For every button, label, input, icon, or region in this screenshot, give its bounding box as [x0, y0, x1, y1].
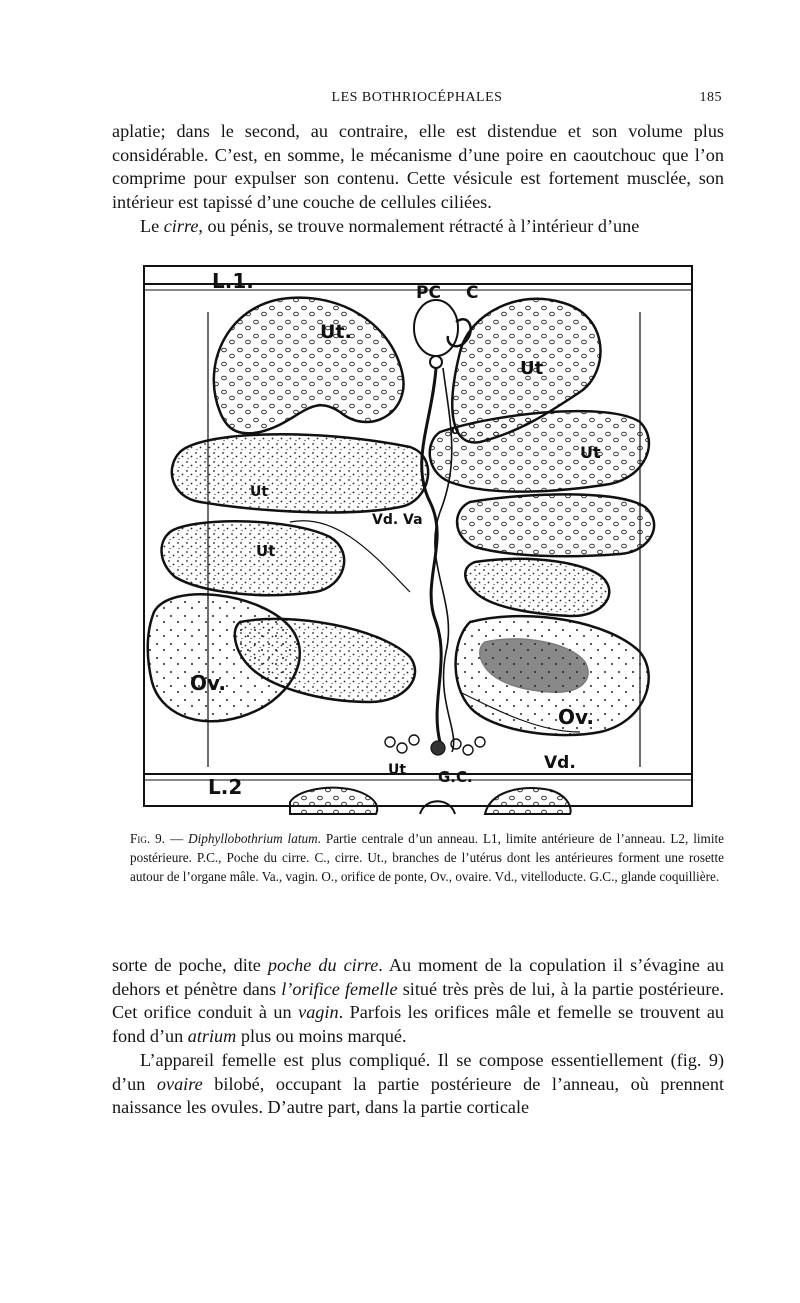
text-run: L’appareil femelle est plus compliqué. Il se compose essentiellement (fig. 9) d’un — [112, 1049, 724, 1094]
italic-term: cirre — [163, 215, 199, 236]
body-text-bottom — [112, 954, 724, 1120]
italic-term: ovaire — [156, 1073, 203, 1094]
species-name: Diphyllobothrium latum — [188, 831, 318, 846]
label-ut-right: Ut — [580, 443, 601, 462]
text-run: situé très près de lui, à la partie postérieure. Cet orifice conduit à un — [112, 978, 724, 1023]
running-header — [112, 90, 722, 112]
italic-term: vagin — [298, 1002, 339, 1023]
text-run: sorte de poche, dite — [112, 955, 268, 975]
label-vd: Vd. — [544, 753, 576, 773]
shell-gland — [385, 735, 485, 755]
label-vd-va: Vd. Va — [372, 512, 423, 528]
text-run: plus ou moins marqué. — [236, 1026, 407, 1047]
uterus-branch-right-2 — [457, 494, 654, 556]
label-ut-bottom: Ut — [388, 762, 407, 778]
uterus-branch-left-2 — [162, 521, 345, 595]
paragraph-cirre — [112, 215, 724, 239]
label-gc: G.C. — [438, 768, 473, 786]
text-run: bilobé, occupant la partie postérieure de l’anneau, où prennent naissance les ovules. D’autre part, dans la partie corticale — [112, 1073, 724, 1118]
body-text-top — [112, 120, 724, 239]
running-title: LES BOTHRIOCÉPHALES — [331, 90, 503, 105]
label-ut-left-2: Ut — [256, 542, 276, 560]
cirrus-pouch — [414, 300, 458, 356]
text-run: Le — [140, 215, 164, 236]
label-o: o — [451, 423, 460, 437]
label-ov-left: Ov. — [190, 671, 227, 695]
label-ut-upper-right: Ut — [520, 358, 544, 379]
italic-term: l’orifice femelle — [281, 978, 398, 999]
paragraph-poche-du-cirre — [112, 954, 724, 1049]
italic-term: atrium — [187, 1026, 237, 1047]
figure-number: Fig. 9. — [130, 831, 165, 846]
figure-caption — [130, 829, 724, 887]
figure-9 — [140, 262, 696, 820]
uterus-branch-left-1 — [172, 434, 428, 512]
label-l2: L.2 — [208, 775, 243, 799]
paragraph-continuation: aplatie; dans le second, au contraire, elle est distendue et son volume plus considérable. C’est, en somme, le mécanisme d’une poire en caoutchouc que l’on comprime pour expulser son contenu. Cette vésicule est fortement musclée, son intérieur est tapissé d’une couche de cellules ciliées. — [112, 121, 724, 213]
italic-term: poche du cirre — [267, 955, 379, 975]
text-run: , ou pénis, se trouve normalement rétracté à l’intérieur d’une — [198, 215, 640, 236]
label-ut-upper-left: Ut. — [320, 321, 352, 343]
text-run: . Au moment de la copulation il s’évagine au dehors et pénètre dans — [112, 955, 725, 999]
caption-dash: — — [164, 831, 189, 846]
vagina-duct — [422, 368, 441, 742]
text-run: . Parfois les orifices mâle et femelle se trouvent au fond d’un — [112, 1002, 724, 1047]
figure-illustration — [140, 262, 696, 820]
uterus-lobe-upper-left — [214, 298, 404, 434]
next-segment-lobe-left — [290, 788, 377, 814]
label-pc: PC — [416, 283, 441, 303]
caption-text: . Partie centrale d’un anneau. L1, limite antérieure de l’anneau. L2, limite postérieure. P.C., Poche du cirre. C., cirre. Ut., branches de l’utérus dont les antérieures forment une rosette autour de l’organe mâle. Va., vagin. O., orifice de ponte, Ov., ovaire. Vd., vitelloducte. G.C., glande coquillière. — [130, 831, 724, 885]
next-segment-lobe-right — [485, 788, 571, 814]
label-ut-left-1: Ut — [250, 484, 269, 500]
uterus-branch-right-3 — [465, 559, 609, 616]
label-ov-right: Ov. — [558, 705, 595, 729]
label-c: C — [466, 283, 479, 303]
genital-orifice — [430, 356, 442, 368]
next-segment-orifice — [420, 801, 455, 814]
label-l1: L.1. — [212, 269, 254, 293]
page-number: 185 — [699, 90, 722, 105]
paragraph-appareil-femelle — [112, 1049, 724, 1120]
